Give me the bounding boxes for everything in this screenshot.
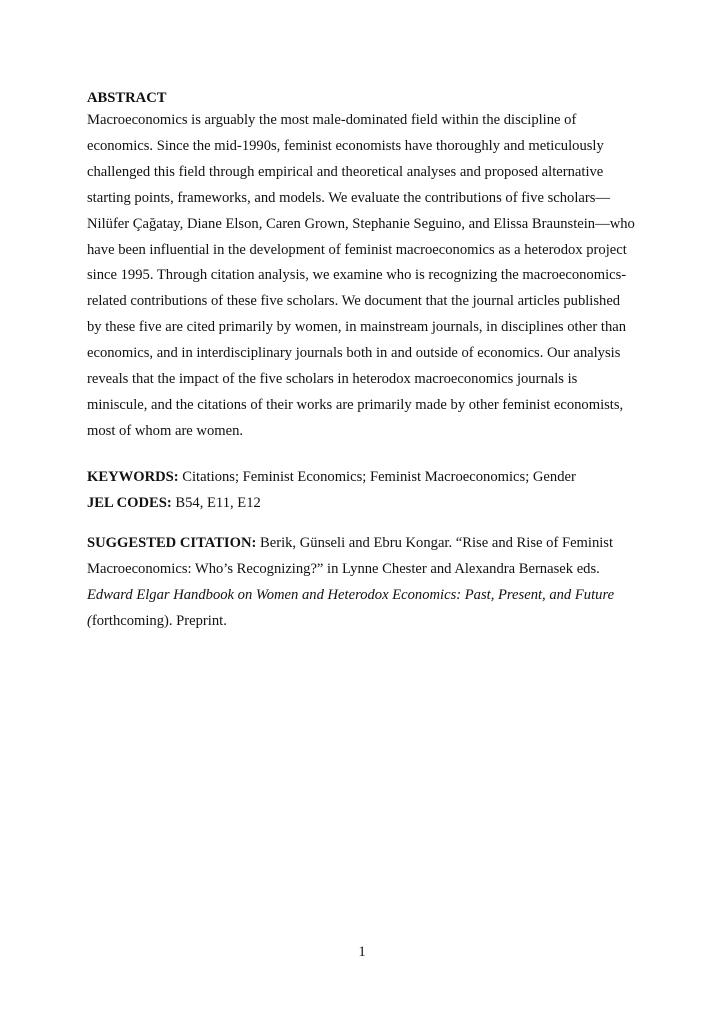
abstract-line: challenged this field through empirical and theoretical analyses and proposed alternative [87, 163, 604, 180]
citation-line [87, 531, 647, 557]
citation-line: Macroeconomics: Who’s Recognizing?” in Lynne Chester and Alexandra Bernasek eds. [87, 560, 600, 577]
abstract-line: Nilüfer Çağatay, Diane Elson, Caren Grown, Stephanie Seguino, and Elissa Braunstein—who [87, 215, 635, 232]
abstract-line: by these five are cited primarily by women, in mainstream journals, in disciplines other than [87, 319, 627, 336]
jel-codes-line [87, 493, 647, 513]
abstract-line: have been influential in the development of feminist macroeconomics as a heterodox project [87, 241, 627, 258]
abstract-line: since 1995. Through citation analysis, we examine who is recognizing the macroeconomics- [87, 267, 627, 284]
document-page [87, 88, 647, 634]
citation-line [87, 609, 647, 635]
abstract-line: miniscule, and the citations of their works are primarily made by other feminist economists, [87, 396, 624, 413]
abstract-line: reveals that the impact of the five scholars in heterodox macroeconomics journals is [87, 371, 578, 388]
page-number: 1 [358, 944, 366, 960]
suggested-citation [87, 531, 647, 635]
keywords-label: KEYWORDS: [87, 468, 179, 485]
citation-book-title: Edward Elgar Handbook on Women and Heterodox Economics: Past, Present, and Future [87, 586, 615, 603]
abstract-body [87, 108, 647, 445]
citation-label: SUGGESTED CITATION: [87, 534, 257, 551]
keywords-line [87, 467, 647, 487]
citation-paren: ( [87, 612, 92, 629]
abstract-line: starting points, frameworks, and models. We evaluate the contributions of five scholars— [87, 189, 610, 206]
citation-text: Berik, Günseli and Ebru Kongar. “Rise and Rise of Feminist [256, 534, 614, 551]
abstract-heading: ABSTRACT [87, 90, 167, 106]
jel-codes-value: B54, E11, E12 [171, 494, 261, 511]
abstract-line: most of whom are women. [87, 422, 244, 439]
abstract-line: economics. Since the mid-1990s, feminist economists have thoroughly and meticulously [87, 137, 604, 154]
section-spacer [87, 513, 647, 531]
section-spacer [87, 445, 647, 467]
keywords-value: Citations; Feminist Economics; Feminist Macroeconomics; Gender [178, 468, 576, 485]
abstract-line: Macroeconomics is arguably the most male-dominated field within the discipline of [87, 112, 577, 128]
citation-status: forthcoming). Preprint. [91, 612, 227, 629]
abstract-line: related contributions of these five scholars. We document that the journal articles published [87, 293, 621, 310]
abstract-line: economics, and in interdisciplinary journals both in and outside of economics. Our analysis [87, 345, 621, 362]
jel-codes-label: JEL CODES: [87, 494, 172, 511]
